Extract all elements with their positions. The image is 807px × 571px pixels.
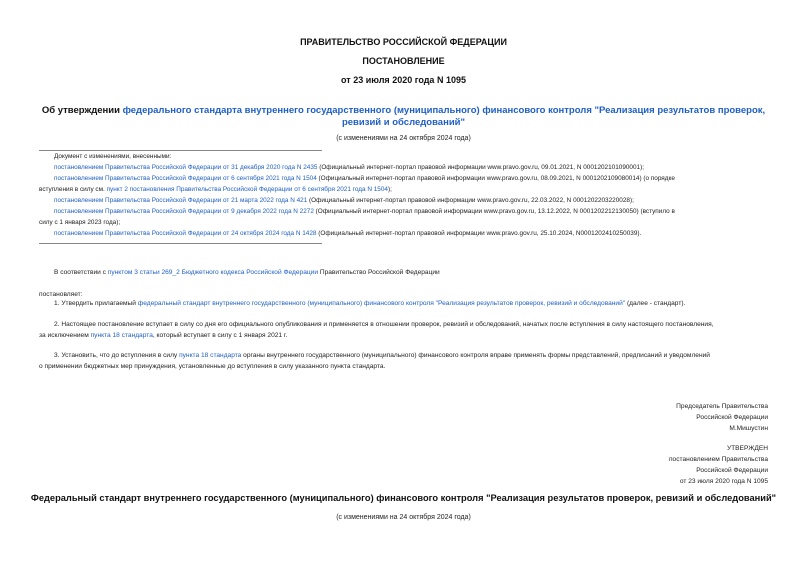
- clause-2-line-2: [39, 330, 774, 341]
- preamble-prefix: В соответствии с: [54, 269, 108, 276]
- clause-18-link[interactable]: пункта 18 стандарта: [90, 332, 153, 339]
- amendments-intro: Документ с изменениями, внесенными:: [54, 153, 172, 160]
- amendment-details: (Официальный интернет-портал правовой информации www.pravo.gov.ru, 08.09.2021, N 0001202109080014) (о порядке: [316, 175, 675, 182]
- amendment-details: (Официальный интернет-портал правовой информации www.pravo.gov.ru, 13.12.2022, N 0001202212130050) (вступило в: [313, 208, 675, 215]
- amendment-item: [54, 163, 774, 174]
- standard-changes-note: (с изменениями на 24 октября 2024 года): [336, 514, 471, 521]
- continuation-prefix: вступления в силу см.: [39, 186, 107, 193]
- amendment-item: [54, 207, 774, 218]
- clause-2-suffix: , который вступает в силу с 1 января 2021 г.: [152, 332, 288, 339]
- signature-country: Российской Федерации: [696, 414, 768, 421]
- amendment-link[interactable]: постановлением Правительства Российской Федерации от 6 сентября 2021 года N 1504: [54, 175, 317, 182]
- amendment-details: (Официальный интернет-портал правовой информации www.pravo.gov.ru, 25.10.2024, N0001202410250039).: [316, 230, 642, 237]
- clause-3-line-1: [54, 350, 774, 361]
- amendments-bottom-rule: [39, 243, 322, 244]
- amendment-details: (Официальный интернет-портал правовой информации www.pravo.gov.ru, 09.01.2021, N 0001202101090001);: [317, 164, 645, 171]
- amendment-item: [54, 174, 774, 185]
- approved-by: постановлением Правительства: [668, 456, 768, 463]
- signature-position: Председатель Правительства: [676, 403, 768, 410]
- document-title: [30, 105, 777, 129]
- amendment-item: [54, 229, 774, 240]
- approved-date: от 23 июля 2020 года N 1095: [679, 478, 768, 485]
- approval-block: [468, 443, 768, 487]
- amendment-effective-link[interactable]: пункт 2 постановления Правительства Российской Федерации от 6 сентября 2021 года N 1504: [106, 186, 388, 193]
- clause-3-suffix: органы внутреннего государственного (муниципального) финансового контроля вправе применять формы представлений, предписаний и уведомлений: [241, 352, 710, 359]
- amendment-link[interactable]: постановлением Правительства Российской Федерации от 9 декабря 2022 года N 2272: [54, 208, 314, 215]
- amendment-item-continuation: [39, 185, 774, 196]
- amendments-top-rule: [39, 150, 322, 151]
- clause-1-suffix: (далее - стандарт).: [625, 300, 686, 307]
- clause-1: [54, 298, 774, 309]
- clause-2-prefix: за исключением: [39, 332, 91, 339]
- clause-2-line-1: 2. Настоящее постановление вступает в силу со дня его официального опубликования и применяется в отношении проверок, ревизий и обследований, начатых после вступления в силу настоящего постановления,: [54, 321, 714, 328]
- standard-title: Федеральный стандарт внутреннего государственного (муниципального) финансового контроля "Реализация результатов проверок, ревизий и обследований": [30, 493, 777, 503]
- preamble-suffix: Правительство Российской Федерации: [318, 269, 440, 276]
- signature-block: [468, 401, 768, 434]
- clause-3-line-2: о применении бюджетных мер принуждения, установленные до вступления в силу указанного пункта стандарта.: [39, 363, 386, 370]
- document-type: ПОСТАНОВЛЕНИЕ: [362, 56, 445, 66]
- government-heading: ПРАВИТЕЛЬСТВО РОССИЙСКОЙ ФЕДЕРАЦИИ: [300, 37, 507, 47]
- approved-label: УТВЕРЖДЕН: [726, 445, 768, 452]
- standard-link[interactable]: федеральный стандарт внутреннего государственного (муниципального) финансового контроля "Реализация результатов проверок, ревизий и обследований": [137, 300, 626, 307]
- approved-country: Российской Федерации: [696, 467, 768, 474]
- clause-3-prefix: 3. Установить, что до вступления в силу: [54, 352, 180, 359]
- amendment-link[interactable]: постановлением Правительства Российской Федерации от 31 декабря 2020 года N 2435: [54, 164, 318, 171]
- decides-label: постановляет:: [39, 291, 83, 298]
- document-date-number: от 23 июля 2020 года N 1095: [341, 75, 466, 85]
- amendment-details: (Официальный интернет-портал правовой информации www.pravo.gov.ru, 22.03.2022, N 0001202203220028);: [307, 197, 634, 204]
- budget-code-link[interactable]: пунктом 3 статьи 269_2 Бюджетного кодекса Российской Федерации: [107, 269, 319, 276]
- title-standard-link[interactable]: федерального стандарта внутреннего государственного (муниципального) финансового контроля "Реализация результатов проверок, ревизий и обследований": [122, 105, 766, 128]
- clause-18-link[interactable]: пункта 18 стандарта: [179, 352, 242, 359]
- continuation-suffix: );: [387, 186, 392, 193]
- amendment-link[interactable]: постановлением Правительства Российской Федерации от 24 октября 2024 года N 1428: [54, 230, 317, 237]
- amendment-item: [54, 196, 774, 207]
- amendment-item-continuation: силу с 1 января 2023 года);: [39, 219, 121, 226]
- amendment-link[interactable]: постановлением Правительства Российской Федерации от 21 марта 2022 года N 421: [54, 197, 308, 204]
- clause-1-prefix: 1. Утвердить прилагаемый: [54, 300, 138, 307]
- preamble: [54, 267, 774, 278]
- title-changes-note: (с изменениями на 24 октября 2024 года): [336, 135, 471, 142]
- signature-name: М.Мишустин: [729, 425, 768, 432]
- title-prefix: Об утверждении: [41, 105, 123, 116]
